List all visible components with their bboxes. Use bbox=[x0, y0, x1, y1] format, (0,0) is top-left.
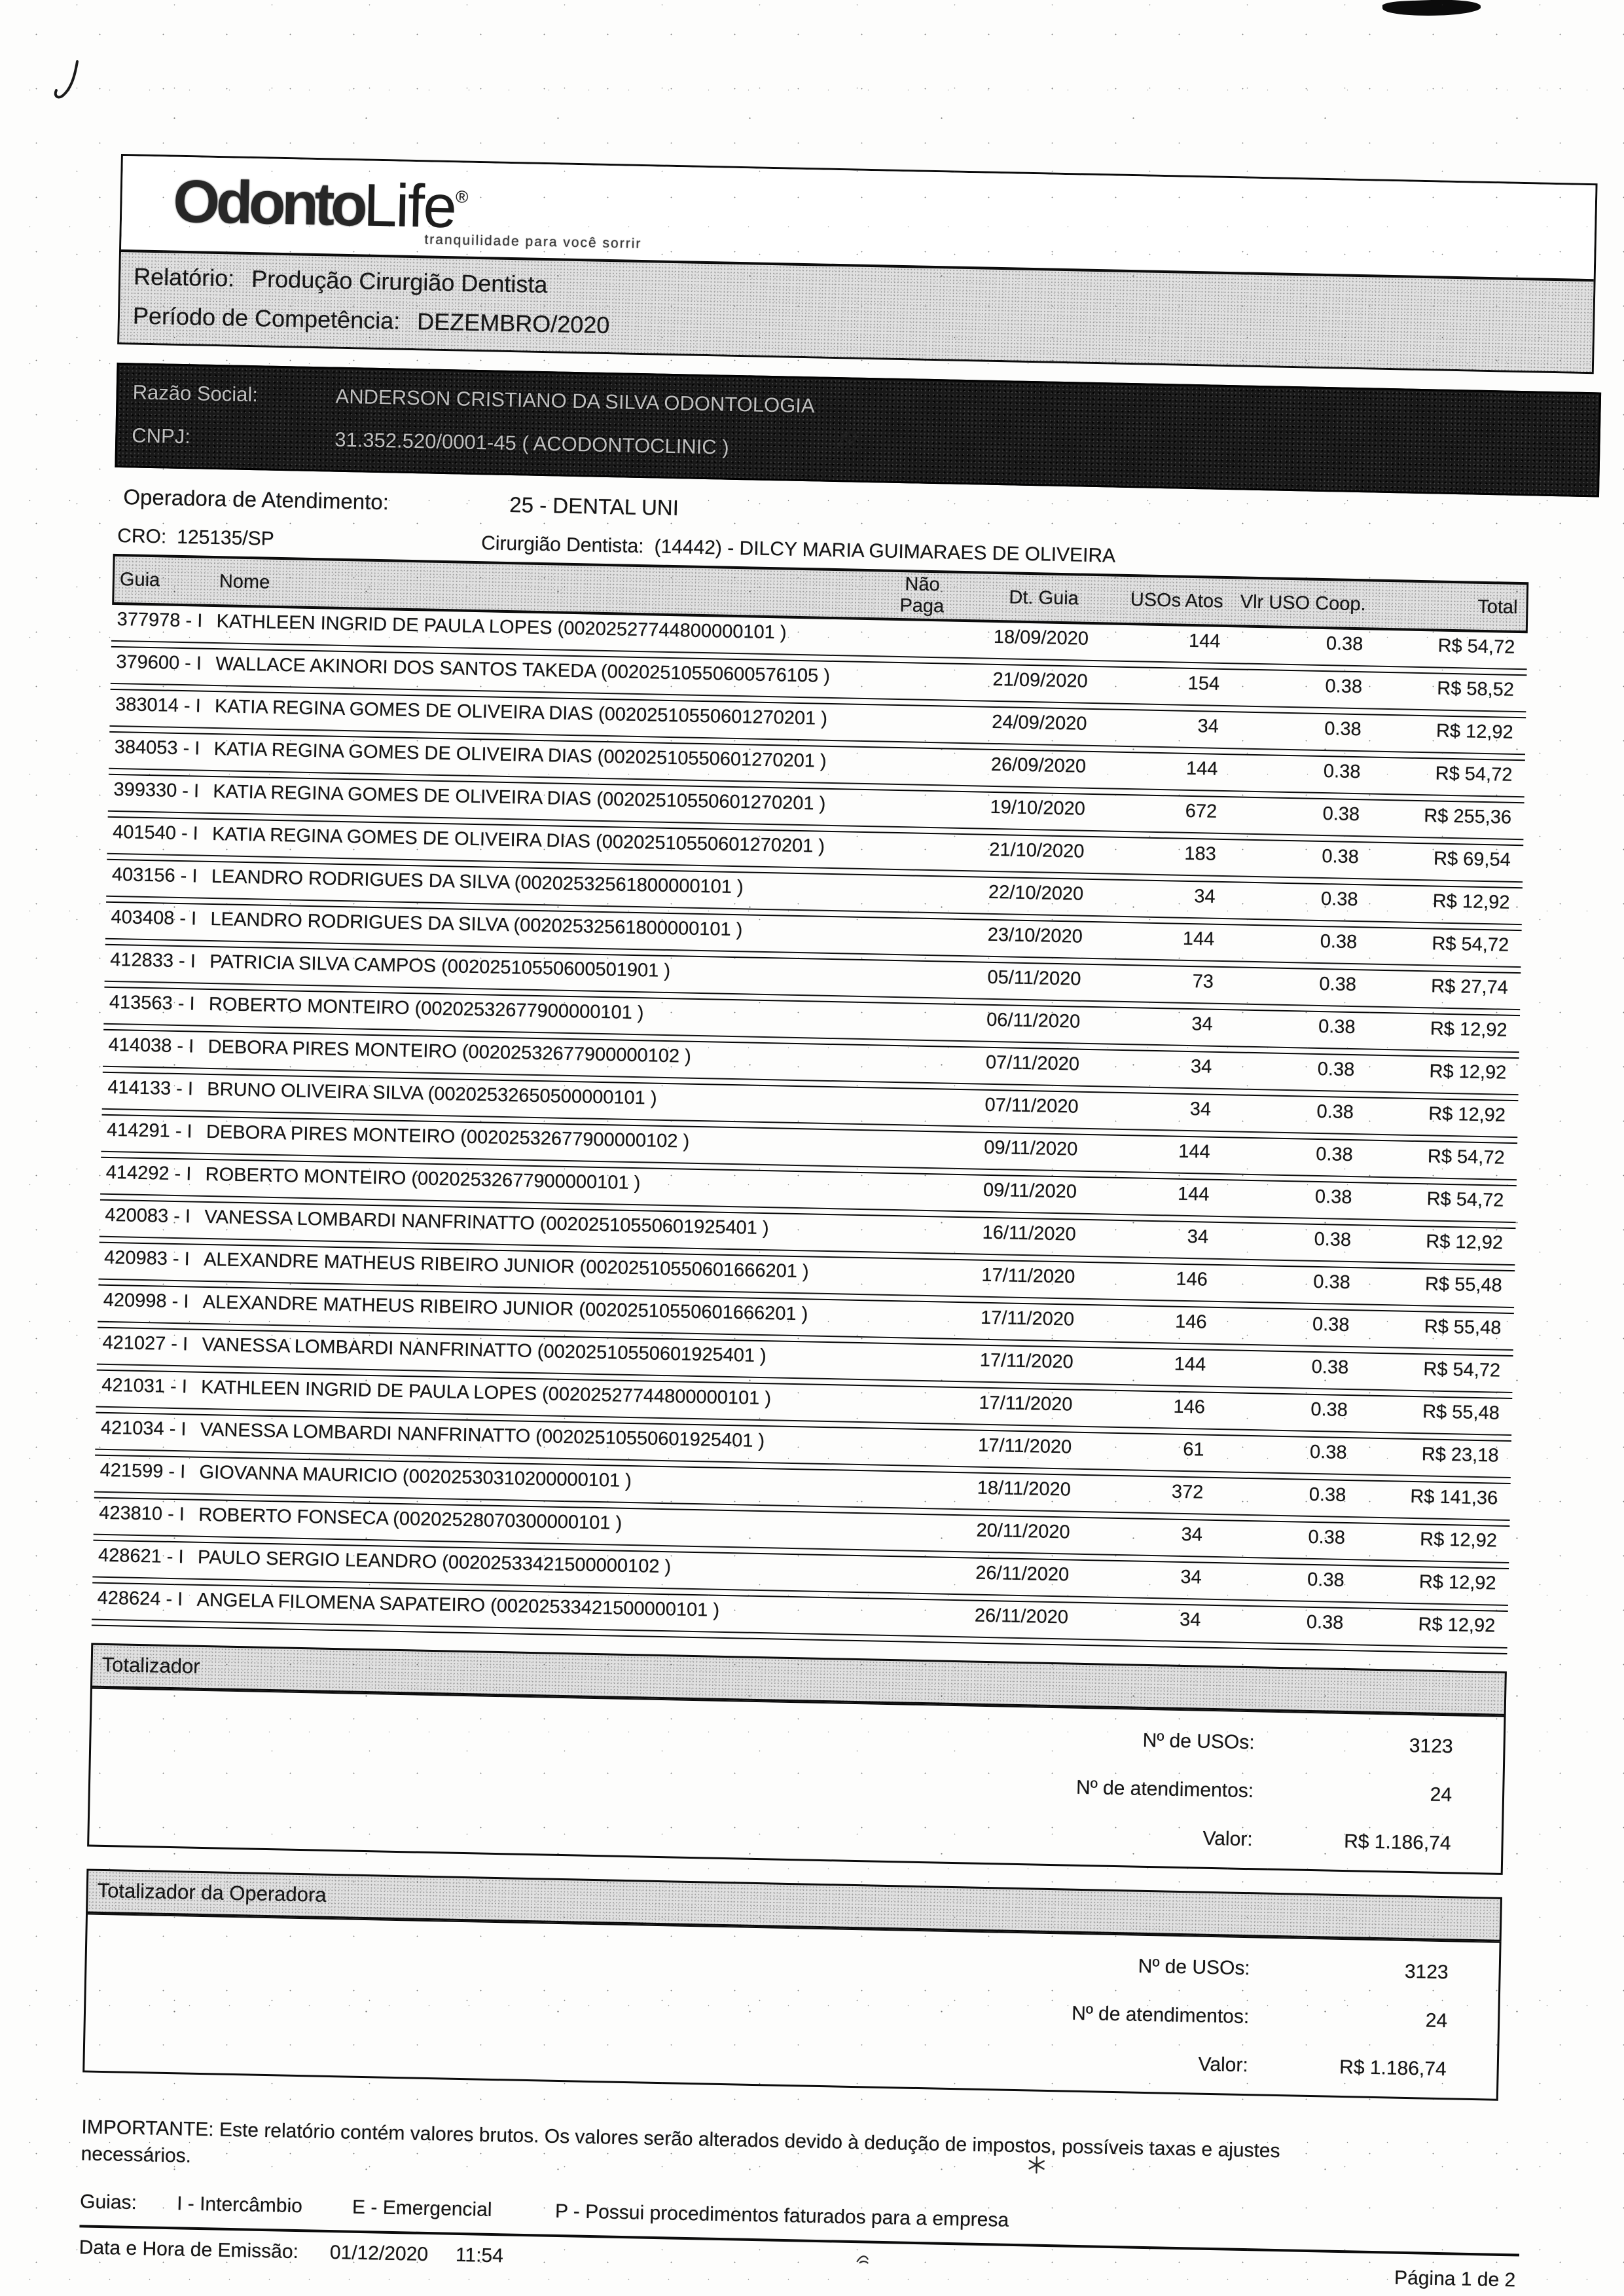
cell-vlr-uso-coop: 0.38 bbox=[1326, 633, 1363, 655]
period-label: Período de Competência: bbox=[132, 302, 401, 335]
cell-usos-atos: 34 bbox=[1191, 1013, 1213, 1035]
page-indicator: Página 1 de 2 bbox=[1394, 2267, 1516, 2291]
cell-total: R$ 54,72 bbox=[1435, 763, 1513, 786]
cell-usos-atos: 34 bbox=[1187, 1226, 1209, 1248]
cell-vlr-uso-coop: 0.38 bbox=[1323, 761, 1361, 783]
cell-usos-atos: 154 bbox=[1187, 672, 1220, 695]
cell-guia: 420083 - I bbox=[105, 1204, 191, 1228]
registered-trademark-symbol: ® bbox=[455, 187, 469, 207]
legend-emergencial: E - Emergencial bbox=[352, 2196, 492, 2221]
cell-vlr-uso-coop: 0.38 bbox=[1311, 1356, 1349, 1379]
cell-nao-paga bbox=[862, 1347, 947, 1387]
cell-nome: VANESSA LOMBARDI NANFRINATTO (00202510550601925401 ) bbox=[200, 1419, 765, 1452]
razao-social-label: Razão Social: bbox=[132, 380, 259, 407]
report-value: Produção Cirurgião Dentista bbox=[251, 265, 548, 299]
cell-dt-guia: 19/10/2020 bbox=[990, 796, 1086, 820]
cell-total: R$ 12,92 bbox=[1418, 1614, 1496, 1637]
cell-usos-atos: 146 bbox=[1174, 1311, 1207, 1333]
cell-vlr-uso-coop: 0.38 bbox=[1320, 931, 1358, 953]
cell-total: R$ 12,92 bbox=[1418, 1571, 1496, 1594]
totalizador-operadora-label: Nº de USOs: bbox=[1138, 1955, 1251, 1980]
cell-nao-paga bbox=[866, 1177, 950, 1216]
cell-vlr-uso-coop: 0.38 bbox=[1319, 973, 1357, 996]
cell-nome: LEANDRO RODRIGUES DA SILVA (00202532561800000101 ) bbox=[211, 866, 744, 898]
cell-usos-atos: 144 bbox=[1188, 630, 1221, 652]
col-header-dt-guia: Dt. Guia bbox=[1009, 586, 1079, 609]
cell-dt-guia: 22/10/2020 bbox=[988, 881, 1084, 905]
cell-usos-atos: 34 bbox=[1193, 886, 1216, 907]
cell-total: R$ 54,72 bbox=[1423, 1358, 1501, 1381]
cell-vlr-uso-coop: 0.38 bbox=[1307, 1569, 1344, 1591]
company-band bbox=[115, 363, 1601, 497]
totalizador-line bbox=[90, 1757, 1452, 1807]
cell-vlr-uso-coop: 0.38 bbox=[1324, 718, 1362, 740]
cell-guia: 421031 - I bbox=[101, 1374, 188, 1398]
cell-total: R$ 54,72 bbox=[1427, 1146, 1505, 1169]
cell-usos-atos: 144 bbox=[1178, 1140, 1211, 1163]
cell-usos-atos: 144 bbox=[1182, 928, 1215, 950]
cell-vlr-uso-coop: 0.38 bbox=[1308, 1526, 1346, 1548]
cell-nome: ANGELA FILOMENA SAPATEIRO (00202533421500000101 ) bbox=[196, 1589, 720, 1621]
col-header-vlr-uso-coop: Vlr USO Coop. bbox=[1240, 591, 1366, 615]
cell-usos-atos: 144 bbox=[1174, 1353, 1206, 1376]
cell-usos-atos: 672 bbox=[1185, 800, 1218, 822]
totalizador-line bbox=[92, 1709, 1453, 1758]
cell-nome: KATIA REGINA GOMES DE OLIVEIRA DIAS (00202510550601270201 ) bbox=[213, 738, 827, 772]
cell-guia: 421027 - I bbox=[102, 1332, 189, 1355]
cro-value: 125135/SP bbox=[176, 526, 275, 550]
cell-nome: ALEXANDRE MATHEUS RIBEIRO JUNIOR (00202510550601666201 ) bbox=[202, 1291, 808, 1325]
cell-guia: 384053 - I bbox=[114, 736, 200, 759]
cell-nao-paga bbox=[861, 1390, 946, 1429]
cell-dt-guia: 17/11/2020 bbox=[979, 1392, 1073, 1415]
cell-nome: BRUNO OLIVEIRA SILVA (00202532650500000101 ) bbox=[207, 1078, 657, 1109]
cell-nome: KATIA REGINA GOMES DE OLIVEIRA DIAS (00202510550601270201 ) bbox=[213, 781, 826, 814]
cell-guia: 421034 - I bbox=[100, 1417, 187, 1440]
guias-legend-line bbox=[80, 2191, 1556, 2242]
cell-guia: 428621 - I bbox=[98, 1544, 184, 1568]
cell-nome: VANESSA LOMBARDI NANFRINATTO (00202510550601925401 ) bbox=[204, 1206, 769, 1239]
cell-usos-atos: 144 bbox=[1185, 757, 1218, 780]
cell-nao-paga bbox=[871, 922, 956, 961]
cell-total: R$ 69,54 bbox=[1433, 848, 1511, 871]
cell-guia: 421599 - I bbox=[99, 1459, 186, 1483]
cell-total: R$ 54,72 bbox=[1437, 635, 1515, 658]
cell-nao-paga bbox=[867, 1092, 952, 1131]
cell-guia: 423810 - I bbox=[99, 1502, 185, 1525]
cell-usos-atos: 34 bbox=[1181, 1523, 1203, 1546]
cell-dt-guia: 06/11/2020 bbox=[986, 1009, 1081, 1032]
period-value: DEZEMBRO/2020 bbox=[416, 308, 610, 339]
cell-guia: 399330 - I bbox=[113, 778, 200, 802]
cell-total: R$ 12,92 bbox=[1435, 720, 1514, 743]
cell-nao-paga bbox=[869, 1007, 954, 1046]
cell-usos-atos: 144 bbox=[1177, 1183, 1210, 1205]
cell-nome: ROBERTO FONSECA (00202528070300000101 ) bbox=[198, 1504, 623, 1534]
cell-dt-guia: 18/11/2020 bbox=[977, 1477, 1072, 1501]
logo-text-odonto: Odonto bbox=[172, 168, 365, 239]
totalizador-operadora-label: Nº de atendimentos: bbox=[1071, 2002, 1250, 2028]
totalizador-operadora-label: Valor: bbox=[1198, 2053, 1249, 2077]
cell-vlr-uso-coop: 0.38 bbox=[1322, 803, 1360, 826]
dentista-value: (14442) - DILCY MARIA GUIMARAES DE OLIVEIRA bbox=[654, 536, 1116, 567]
totalizador-value: 3123 bbox=[1409, 1734, 1453, 1758]
cell-vlr-uso-coop: 0.38 bbox=[1316, 1101, 1354, 1123]
cell-nao-paga bbox=[873, 794, 958, 833]
cell-vlr-uso-coop: 0.38 bbox=[1317, 1058, 1355, 1081]
cell-guia: 428624 - I bbox=[97, 1587, 183, 1611]
col-header-total: Total bbox=[1477, 596, 1518, 618]
cell-guia: 403156 - I bbox=[111, 864, 198, 887]
cell-total: R$ 12,92 bbox=[1426, 1231, 1504, 1254]
table-body bbox=[92, 605, 1528, 1654]
cell-vlr-uso-coop: 0.38 bbox=[1325, 676, 1363, 698]
cell-dt-guia: 26/09/2020 bbox=[990, 754, 1087, 777]
cell-dt-guia: 26/11/2020 bbox=[975, 1562, 1070, 1586]
cell-usos-atos: 61 bbox=[1183, 1438, 1204, 1461]
totalizador-operadora-title-band: Totalizador da Operadora bbox=[86, 1868, 1502, 1941]
cell-total: R$ 55,48 bbox=[1422, 1401, 1500, 1424]
cnpj-line bbox=[132, 424, 1598, 477]
cell-total: R$ 55,48 bbox=[1424, 1316, 1502, 1339]
cell-usos-atos: 372 bbox=[1171, 1481, 1204, 1503]
cell-guia: 420983 - I bbox=[103, 1247, 190, 1270]
cell-nome: VANESSA LOMBARDI NANFRINATTO (00202510550601925401 ) bbox=[202, 1334, 767, 1367]
scan-artifact-blob bbox=[1382, 0, 1481, 18]
cell-dt-guia: 16/11/2020 bbox=[982, 1222, 1076, 1245]
totalizador-operadora-line bbox=[85, 2031, 1447, 2081]
cell-nome: ROBERTO MONTEIRO (00202532677900000101 ) bbox=[205, 1163, 641, 1194]
totalizador-title-band: Totalizador bbox=[90, 1643, 1507, 1716]
cnpj-value: 31.352.520/0001-45 ( ACODONTOCLINIC ) bbox=[334, 428, 730, 459]
cell-nome: DEBORA PIRES MONTEIRO (00202532677900000102 ) bbox=[208, 1036, 692, 1067]
emission-date: 01/12/2020 bbox=[329, 2242, 429, 2266]
cell-nome: KATHLEEN INGRID DE PAULA LOPES (00202527744800000101 ) bbox=[216, 611, 787, 644]
cell-vlr-uso-coop: 0.38 bbox=[1313, 1271, 1351, 1294]
cell-total: R$ 58,52 bbox=[1436, 678, 1515, 701]
totalizador-value: R$ 1.186,74 bbox=[1343, 1831, 1451, 1855]
totalizador-label: Nº de USOs: bbox=[1142, 1729, 1255, 1754]
totalizador-operadora-line bbox=[87, 1935, 1449, 1984]
logo-text-life: Life bbox=[363, 172, 456, 241]
legend-possui-procedimentos: P - Possui procedimentos faturados para a empresa bbox=[554, 2200, 1009, 2231]
cell-nao-paga bbox=[869, 1049, 953, 1089]
totalizador-value: 24 bbox=[1430, 1783, 1453, 1806]
totalizador-operadora-box bbox=[82, 1913, 1501, 2100]
cell-nome: KATHLEEN INGRID DE PAULA LOPES (00202527744800000101 ) bbox=[200, 1376, 772, 1410]
cell-usos-atos: 34 bbox=[1189, 1099, 1212, 1120]
cell-guia: 377978 - I bbox=[117, 609, 203, 632]
cell-dt-guia: 21/10/2020 bbox=[989, 839, 1085, 862]
cell-guia: 379600 - I bbox=[116, 651, 202, 674]
cell-dt-guia: 18/09/2020 bbox=[993, 626, 1089, 649]
cell-nao-paga bbox=[877, 624, 962, 663]
cell-usos-atos: 34 bbox=[1197, 716, 1219, 737]
emission-line bbox=[79, 2236, 1555, 2292]
report-label: Relatório: bbox=[133, 263, 235, 292]
cell-guia: 413563 - I bbox=[109, 991, 195, 1015]
cell-guia: 403408 - I bbox=[111, 906, 197, 930]
cell-dt-guia: 17/11/2020 bbox=[981, 1264, 1075, 1288]
cell-dt-guia: 21/09/2020 bbox=[992, 668, 1089, 692]
cell-vlr-uso-coop: 0.38 bbox=[1314, 1186, 1352, 1209]
scanned-report-page bbox=[79, 154, 1597, 2293]
cell-nome: KATIA REGINA GOMES DE OLIVEIRA DIAS (00202510550601270201 ) bbox=[214, 696, 828, 729]
cell-nome: ALEXANDRE MATHEUS RIBEIRO JUNIOR (00202510550601666201 ) bbox=[203, 1248, 809, 1283]
cell-nao-paga bbox=[861, 1432, 945, 1472]
cell-total: R$ 12,92 bbox=[1432, 890, 1510, 913]
cell-vlr-uso-coop: 0.38 bbox=[1306, 1611, 1344, 1633]
legend-intercambio: I - Intercâmbio bbox=[176, 2193, 303, 2217]
cell-dt-guia: 17/11/2020 bbox=[977, 1434, 1072, 1458]
cell-total: R$ 12,92 bbox=[1428, 1103, 1506, 1126]
cell-usos-atos: 34 bbox=[1190, 1056, 1212, 1078]
cell-nao-paga bbox=[872, 879, 956, 919]
cell-nome: PATRICIA SILVA CAMPOS (00202510550600501901 ) bbox=[209, 951, 671, 982]
cell-total: R$ 255,36 bbox=[1423, 805, 1512, 828]
cell-total: R$ 54,72 bbox=[1426, 1188, 1504, 1211]
dentista-group bbox=[481, 532, 1116, 567]
totalizador-label: Valor: bbox=[1202, 1827, 1254, 1851]
cell-usos-atos: 34 bbox=[1180, 1566, 1202, 1588]
col-header-guia: Guia bbox=[119, 568, 160, 591]
totalizador-operadora-line bbox=[86, 1982, 1447, 2032]
cell-nao-paga bbox=[858, 1560, 943, 1599]
cell-nao-paga bbox=[873, 837, 957, 876]
cell-nome: ROBERTO MONTEIRO (00202532677900000101 ) bbox=[208, 993, 644, 1024]
totalizador-operadora-value: R$ 1.186,74 bbox=[1339, 2056, 1447, 2081]
cell-nao-paga bbox=[863, 1305, 948, 1344]
cell-dt-guia: 09/11/2020 bbox=[983, 1137, 1078, 1160]
cell-nao-paga bbox=[860, 1475, 945, 1514]
cell-guia: 414038 - I bbox=[108, 1034, 194, 1057]
cell-usos-atos: 146 bbox=[1173, 1396, 1206, 1418]
cell-total: R$ 141,36 bbox=[1410, 1485, 1498, 1509]
cell-dt-guia: 09/11/2020 bbox=[983, 1179, 1077, 1203]
guias-label: Guias: bbox=[79, 2191, 137, 2214]
cell-guia: 414292 - I bbox=[105, 1161, 192, 1185]
cell-total: R$ 23,18 bbox=[1421, 1444, 1499, 1467]
cell-total: R$ 12,92 bbox=[1419, 1529, 1498, 1552]
cell-nao-paga bbox=[864, 1262, 948, 1302]
cell-nao-paga bbox=[875, 752, 959, 791]
cell-total: R$ 55,48 bbox=[1424, 1273, 1503, 1296]
cell-vlr-uso-coop: 0.38 bbox=[1314, 1228, 1352, 1251]
emission-time: 11:54 bbox=[455, 2244, 504, 2267]
cell-vlr-uso-coop: 0.38 bbox=[1318, 1015, 1356, 1038]
col-header-nome: Nome bbox=[219, 570, 270, 593]
cell-vlr-uso-coop: 0.38 bbox=[1308, 1484, 1346, 1506]
cell-nome: WALLACE AKINORI DOS SANTOS TAKEDA (00202510550600576105 ) bbox=[215, 653, 831, 687]
cell-vlr-uso-coop: 0.38 bbox=[1309, 1441, 1347, 1463]
cro-label: CRO: bbox=[117, 525, 167, 548]
cell-nome: LEANDRO RODRIGUES DA SILVA (00202532561800000101 ) bbox=[210, 908, 743, 941]
razao-social-line bbox=[132, 380, 1598, 433]
totalizador-label: Nº de atendimentos: bbox=[1075, 1776, 1254, 1802]
totalizador-box bbox=[87, 1688, 1506, 1875]
cell-total: R$ 54,72 bbox=[1432, 933, 1509, 956]
cell-guia: 414133 - I bbox=[107, 1076, 194, 1100]
cell-total: R$ 27,74 bbox=[1430, 975, 1509, 998]
cell-nao-paga bbox=[870, 964, 954, 1004]
cell-usos-atos: 183 bbox=[1184, 843, 1217, 865]
cell-nao-paga bbox=[875, 709, 960, 748]
cell-nao-paga bbox=[865, 1220, 949, 1259]
cell-dt-guia: 26/11/2020 bbox=[974, 1605, 1069, 1628]
cell-nome: PAULO SERGIO LEANDRO (00202533421500000102 ) bbox=[197, 1546, 672, 1578]
operadora-label: Operadora de Atendimento: bbox=[123, 484, 389, 515]
cell-vlr-uso-coop: 0.38 bbox=[1310, 1398, 1348, 1421]
cell-nome: KATIA REGINA GOMES DE OLIVEIRA DIAS (00202510550601270201 ) bbox=[211, 824, 825, 857]
cell-total: R$ 12,92 bbox=[1429, 1061, 1507, 1084]
cell-dt-guia: 24/09/2020 bbox=[991, 711, 1087, 735]
cell-nome: DEBORA PIRES MONTEIRO (00202532677900000102 ) bbox=[206, 1121, 690, 1152]
cell-nao-paga bbox=[867, 1135, 951, 1174]
cell-nao-paga bbox=[857, 1603, 942, 1642]
cell-guia: 420998 - I bbox=[103, 1289, 189, 1313]
cell-dt-guia: 20/11/2020 bbox=[976, 1520, 1070, 1543]
dentista-label: Cirurgião Dentista: bbox=[480, 532, 644, 558]
cell-guia: 414291 - I bbox=[106, 1119, 192, 1142]
col-header-usos-atos: USOs Atos bbox=[1130, 589, 1223, 612]
cell-vlr-uso-coop: 0.38 bbox=[1312, 1313, 1350, 1336]
operadora-value: 25 - DENTAL UNI bbox=[509, 492, 679, 520]
col-header-nao-paga: Não Paga bbox=[899, 574, 945, 617]
totalizador-operadora-value: 3123 bbox=[1404, 1960, 1449, 1984]
cell-dt-guia: 05/11/2020 bbox=[987, 966, 1081, 990]
cell-dt-guia: 17/11/2020 bbox=[980, 1307, 1075, 1330]
cell-guia: 383014 - I bbox=[115, 693, 202, 717]
cell-dt-guia: 07/11/2020 bbox=[984, 1094, 1079, 1118]
cell-guia: 401540 - I bbox=[112, 821, 199, 845]
scan-artifact-pen-curl bbox=[51, 58, 90, 103]
totalizador-line bbox=[90, 1806, 1451, 1855]
cell-nao-paga bbox=[859, 1518, 943, 1557]
cell-total: R$ 12,92 bbox=[1430, 1018, 1507, 1041]
cell-nao-paga bbox=[876, 666, 960, 706]
cell-vlr-uso-coop: 0.38 bbox=[1322, 846, 1360, 868]
important-note: IMPORTANTE: Este relatório contém valores brutos. Os valores serão alterados devido à dedução de impostos, possíveis taxas e ajustes necessários. bbox=[81, 2116, 1280, 2167]
cell-vlr-uso-coop: 0.38 bbox=[1320, 888, 1358, 911]
totalizador-operadora-value: 24 bbox=[1425, 2009, 1448, 2032]
production-table bbox=[92, 554, 1528, 1654]
logo-tagline: tranquilidade para você sorrir bbox=[424, 232, 642, 251]
cell-nome: GIOVANNA MAURICIO (00202530310200000101 ) bbox=[199, 1461, 632, 1492]
cnpj-label: CNPJ: bbox=[132, 424, 191, 448]
cell-dt-guia: 23/10/2020 bbox=[987, 924, 1083, 947]
cell-dt-guia: 07/11/2020 bbox=[985, 1051, 1080, 1075]
report-header-box bbox=[117, 154, 1597, 374]
razao-social-value: ANDERSON CRISTIANO DA SILVA ODONTOLOGIA bbox=[335, 384, 815, 418]
cell-guia: 412833 - I bbox=[109, 949, 196, 972]
cell-usos-atos: 146 bbox=[1176, 1268, 1208, 1290]
cell-dt-guia: 17/11/2020 bbox=[979, 1349, 1074, 1373]
emission-label: Data e Hora de Emissão: bbox=[79, 2236, 299, 2263]
cell-vlr-uso-coop: 0.38 bbox=[1315, 1143, 1354, 1166]
cell-usos-atos: 34 bbox=[1179, 1609, 1201, 1631]
cell-usos-atos: 73 bbox=[1192, 971, 1214, 993]
